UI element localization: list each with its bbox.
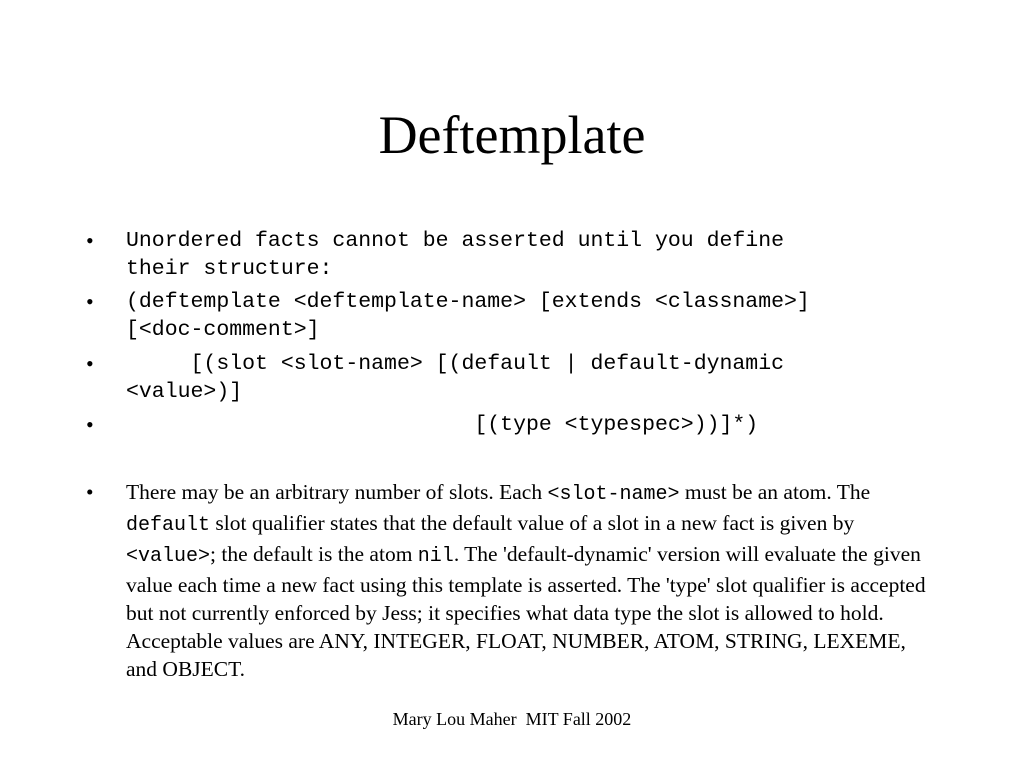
- inline-code-default: default: [126, 514, 211, 537]
- slide-footer: Mary Lou Maher MIT Fall 2002: [392, 709, 632, 729]
- bullet-text: [126, 350, 946, 406]
- inline-code-value: <value>: [126, 545, 211, 568]
- bullet-text: [126, 227, 946, 283]
- bullet-line: their structure:: [126, 257, 333, 281]
- paragraph-text: ; the default is the atom: [210, 542, 418, 566]
- inline-code-slot-name: <slot-name>: [547, 483, 680, 506]
- bullet-marker: •: [86, 351, 94, 376]
- bullet-marker: •: [86, 289, 94, 314]
- bullet-marker: •: [86, 228, 94, 253]
- paragraph-text: slot qualifier states that the default value of a slot in a new fact is given by: [210, 511, 855, 535]
- bullet-line: [(slot <slot-name> [(default | default-dynamic: [126, 352, 785, 376]
- paragraph-text: . The 'default-dynamic' version will evaluate the given value each time a new fact using this template is asserted. The 'type' slot qualifier is accepted but not currently enforced by Jess; it specifies what data type the slot is allowed to hold. Acceptable values are ANY, INTEGER, FLOAT, NUMBER, ATOM, STRING, LEXEME, and OBJECT.: [126, 542, 926, 681]
- bullet-line: [(type <typespec>))]*): [126, 413, 759, 437]
- paragraph-text: must be an atom. The: [679, 480, 871, 504]
- bullet-marker: •: [86, 480, 94, 504]
- bullet-line: (deftemplate <deftemplate-name> [extends <classname>]: [126, 290, 810, 314]
- inline-code-nil: nil: [417, 545, 454, 568]
- bullet-line: <value>)]: [126, 380, 243, 404]
- bullet-paragraph: [126, 478, 936, 683]
- bullet-text: [126, 411, 946, 439]
- slide-title: Deftemplate: [378, 105, 646, 165]
- bullet-marker: •: [86, 412, 94, 437]
- bullet-line: Unordered facts cannot be asserted until you define: [126, 229, 785, 253]
- paragraph-text: There may be an arbitrary number of slots. Each: [126, 480, 548, 504]
- bullet-line: [<doc-comment>]: [126, 318, 320, 342]
- bullet-text: [126, 288, 966, 344]
